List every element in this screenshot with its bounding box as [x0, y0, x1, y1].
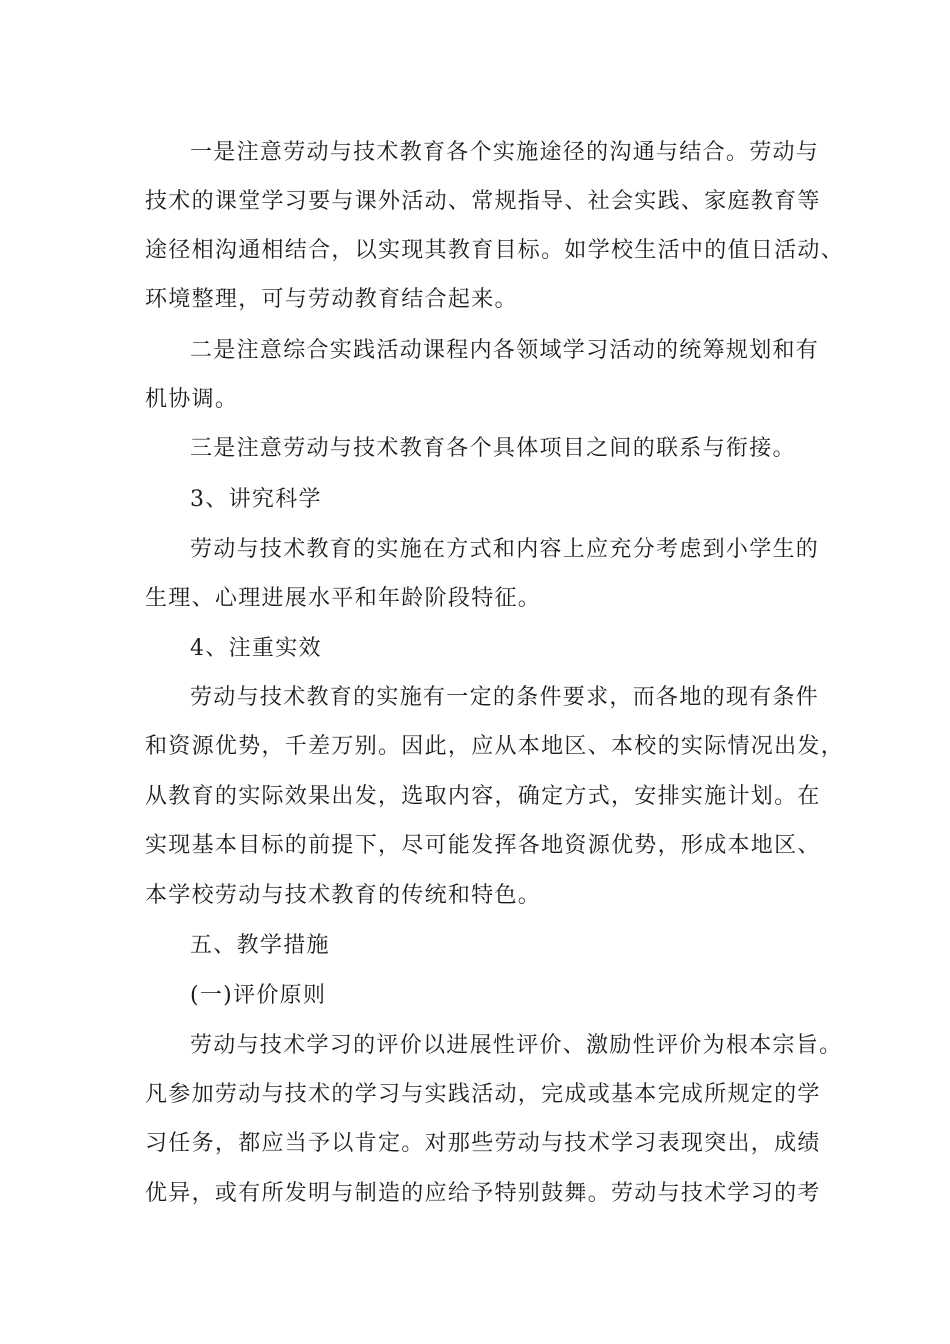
paragraph-point-one-line-1: 一是注意劳动与技术教育各个实施途径的沟通与结合。劳动与 — [190, 140, 820, 165]
paragraph-point-two-line-1: 二是注意综合实践活动课程内各领域学习活动的统筹规划和有 — [190, 338, 820, 363]
paragraph-effectiveness-line-1: 劳动与技术教育的实施有一定的条件要求，而各地的现有条件 — [190, 685, 820, 710]
paragraph-point-one-line-2: 技术的课堂学习要与课外活动、常规指导、社会实践、家庭教育等 — [145, 189, 821, 214]
paragraph-science-line-1: 劳动与技术教育的实施在方式和内容上应充分考虑到小学生的 — [190, 537, 820, 562]
heading-subsection-one: (一)评价原则 — [190, 983, 327, 1008]
paragraph-science-line-2: 生理、心理进展水平和年龄阶段特征。 — [145, 586, 542, 611]
paragraph-point-one-line-3: 途径相沟通相结合，以实现其教育目标。如学校生活中的值日活动、 — [145, 238, 845, 263]
heading-section-4: 4、注重实效 — [190, 636, 322, 661]
paragraph-effectiveness-line-5: 本学校劳动与技术教育的传统和特色。 — [145, 883, 542, 908]
paragraph-evaluation-line-4: 优异，或有所发明与制造的应给予特别鼓舞。劳动与技术学习的考 — [145, 1181, 821, 1206]
paragraph-point-one-line-4: 环境整理，可与劳动教育结合起来。 — [145, 287, 518, 312]
heading-section-five: 五、教学措施 — [190, 933, 330, 958]
paragraph-effectiveness-line-4: 实现基本目标的前提下，尽可能发挥各地资源优势，形成本地区、 — [145, 833, 821, 858]
paragraph-effectiveness-line-3: 从教育的实际效果出发，选取内容，确定方式，安排实施计划。在 — [145, 784, 821, 809]
paragraph-point-three-line-1: 三是注意劳动与技术教育各个具体项目之间的联系与衔接。 — [190, 436, 796, 461]
paragraph-point-two-line-2: 机协调。 — [145, 387, 239, 412]
heading-section-3: 3、讲究科学 — [190, 487, 322, 512]
paragraph-evaluation-line-2: 凡参加劳动与技术的学习与实践活动，完成或基本完成所规定的学 — [145, 1082, 821, 1107]
paragraph-effectiveness-line-2: 和资源优势，千差万别。因此，应从本地区、本校的实际情况出发， — [145, 734, 845, 759]
paragraph-evaluation-line-3: 习任务，都应当予以肯定。对那些劳动与技术学习表现突出，成绩 — [145, 1131, 821, 1156]
paragraph-evaluation-line-1: 劳动与技术学习的评价以进展性评价、激励性评价为根本宗旨。 — [190, 1033, 843, 1058]
